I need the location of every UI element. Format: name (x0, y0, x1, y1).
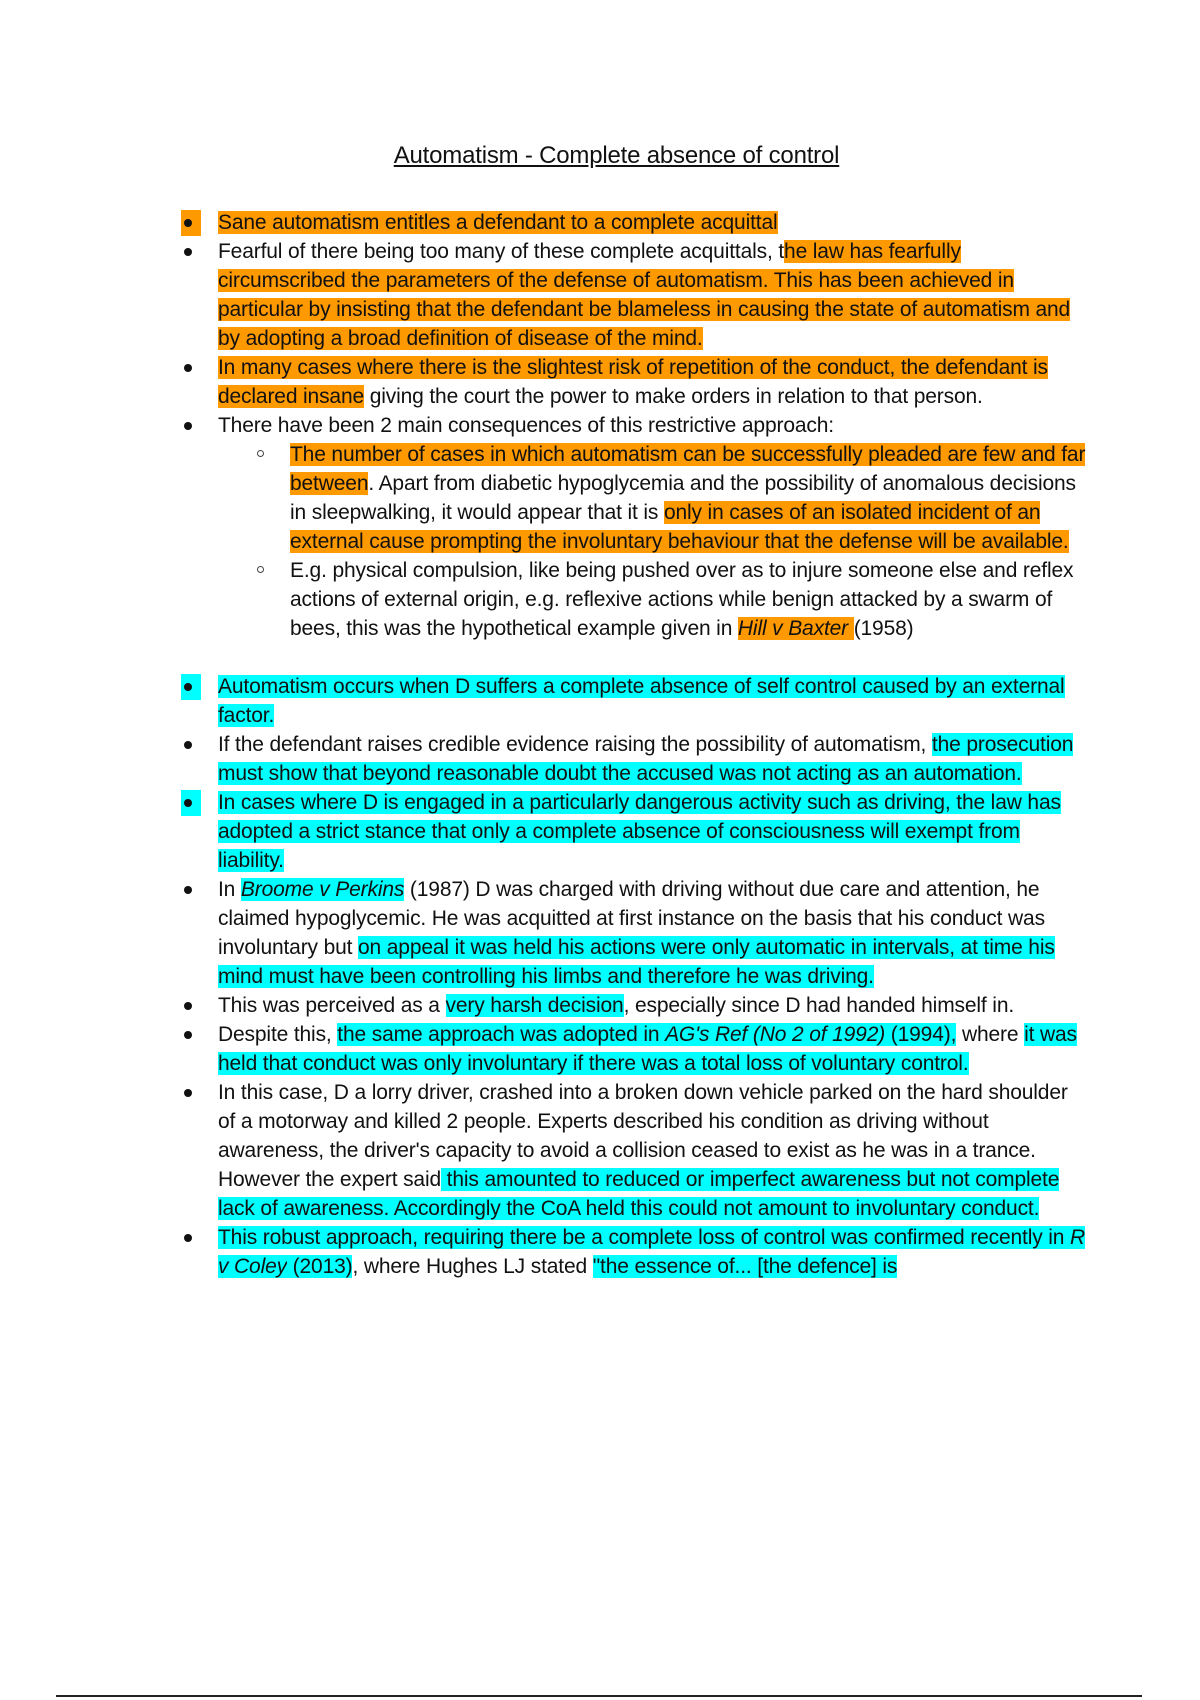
bullet-icon (184, 364, 192, 372)
highlighted-text: he law has fearfully circumscribed the parameters of the defense of automatism. This has been achieved in particular by insisting that the defendant be blameless in causing the state of automatism and by adopting a broad definition of disease of the mind. (218, 240, 1071, 350)
bullet-icon (184, 1089, 192, 1097)
bullet-text (290, 556, 1090, 643)
text-run: (1987) D was charged with driving without due care and attention, he claimed hypoglycemic. He was acquitted at first instance on the basis that his conduct was involuntary but (218, 878, 1045, 959)
bullet-icon (184, 248, 192, 256)
highlighted-text: R v Coley (218, 1226, 1086, 1278)
highlighted-text: AG's Ref (No 2 of 1992) (665, 1023, 886, 1046)
bullet-icon (184, 799, 192, 807)
bullet-text (218, 875, 1088, 991)
bullet-icon (184, 1234, 192, 1242)
text-run: , where Hughes LJ stated (352, 1255, 593, 1278)
highlighted-text: (2013) (286, 1255, 353, 1278)
text-run: , especially since D had handed himself in. (623, 994, 1015, 1017)
text-run: Despite this, (218, 1023, 338, 1046)
bullet-item (0, 991, 1200, 1020)
section-gap (0, 643, 1200, 672)
highlighted-text: Automatism occurs when D suffers a complete absence of self control caused by an external factor. (218, 675, 1065, 727)
hollow-bullet-icon (257, 450, 264, 457)
bullet-list-section-1 (0, 208, 1200, 643)
highlighted-text: the same approach was adopted in (337, 1023, 666, 1046)
bullet-text (218, 237, 1088, 353)
bullet-item (0, 1078, 1200, 1223)
text-run: In this case, D a lorry driver, crashed into a broken down vehicle parked on the hard shoulder of a motorway and killed 2 people. Experts described his condition as driving without awareness, the driver's capacity to avoid a collision ceased to exist as he was in a trance. However the expert said (218, 1081, 1068, 1191)
highlighted-text: the prosecution must show that beyond reasonable doubt the accused was not acting as an automation. (218, 733, 1074, 785)
highlighted-text: In cases where D is engaged in a particularly dangerous activity such as driving, the law has adopted a strict stance that only a complete absence of consciousness will exempt from liability. (218, 791, 1061, 872)
page-bottom-rule (56, 1695, 1142, 1697)
highlighted-text: very harsh decision (445, 994, 624, 1017)
bullet-text (218, 1078, 1088, 1223)
bullet-text (218, 1223, 1088, 1281)
bullet-text (218, 411, 1088, 440)
text-run: E.g. physical compulsion, like being pushed over as to injure someone else and reflex actions of external origin, e.g. reflexive actions while benign attacked by a swarm of bees, this was the hypothetical example given in (290, 559, 1074, 640)
text-run: This was perceived as a (218, 994, 446, 1017)
bullet-text (218, 730, 1088, 788)
bullet-icon (184, 683, 192, 691)
bullet-icon (184, 886, 192, 894)
bullet-item (0, 208, 1200, 237)
bullet-icon (184, 1002, 192, 1010)
text-run: giving the court the power to make orders in relation to that person. (364, 385, 983, 408)
sub-bullet-item (0, 440, 1200, 556)
highlighted-text: This robust approach, requiring there be a complete loss of control was confirmed recently in (218, 1226, 1070, 1249)
bullet-text (218, 672, 1088, 730)
bullet-text (290, 440, 1090, 556)
highlighted-text: Sane automatism entitles a defendant to a complete acquittal (218, 211, 778, 234)
bullet-item (0, 411, 1200, 440)
highlighted-text: Hill v Baxter (737, 617, 854, 640)
bullet-icon (184, 219, 192, 227)
bullet-text (218, 353, 1088, 411)
text-run: If the defendant raises credible evidence raising the possibility of automatism, (218, 733, 932, 756)
text-run: In (218, 878, 241, 901)
bullet-text (218, 991, 1088, 1020)
text-run: where (956, 1023, 1025, 1046)
text-run: . Apart from diabetic hypoglycemia and the possibility of anomalous decisions in sleepwalking, it would appear that it is (290, 472, 1076, 524)
highlighted-text: Broome v Perkins (240, 878, 405, 901)
bullet-item (0, 730, 1200, 788)
bullet-icon (184, 741, 192, 749)
bullet-item (0, 1223, 1200, 1281)
document-title: Automatism - Complete absence of control (393, 142, 840, 169)
bullet-text (218, 208, 1088, 237)
sub-bullet-item (0, 556, 1200, 643)
hollow-bullet-icon (257, 566, 264, 573)
bullet-item (0, 1020, 1200, 1078)
bullet-item (0, 237, 1200, 353)
bullet-icon (184, 422, 192, 430)
bullet-item (0, 672, 1200, 730)
bullet-list-section-2 (0, 672, 1200, 1281)
document-body (0, 208, 1200, 1281)
highlighted-text: In many cases where there is the slightest risk of repetition of the conduct, the defendant is declared insane (218, 356, 1048, 408)
bullet-text (218, 1020, 1088, 1078)
bullet-icon (184, 1031, 192, 1039)
bullet-item (0, 788, 1200, 875)
highlighted-text: on appeal it was held his actions were only automatic in intervals, at time his mind must have been controlling his limbs and therefore he was driving. (218, 936, 1055, 988)
text-run: (1958) (853, 617, 914, 640)
highlighted-text: only in cases of an isolated incident of an external cause prompting the involuntary behaviour that the defense will be available. (290, 501, 1069, 553)
text-run: There have been 2 main consequences of this restrictive approach: (218, 414, 834, 437)
bullet-item (0, 875, 1200, 991)
bullet-item (0, 353, 1200, 411)
text-run: Fearful of there being too many of these complete acquittals, t (218, 240, 785, 263)
highlighted-text: it was held that conduct was only involuntary if there was a total loss of voluntary control. (218, 1023, 1077, 1075)
highlighted-text: this amounted to reduced or imperfect awareness but not complete lack of awareness. Accordingly the CoA held this could not amount to involuntary conduct. (218, 1168, 1060, 1220)
highlighted-text: "the essence of... [the defence] is (592, 1255, 898, 1278)
highlighted-text: (1994), (885, 1023, 957, 1046)
bullet-text (218, 788, 1088, 875)
highlighted-text: The number of cases in which automatism can be successfully pleaded are few and far between (290, 443, 1086, 495)
